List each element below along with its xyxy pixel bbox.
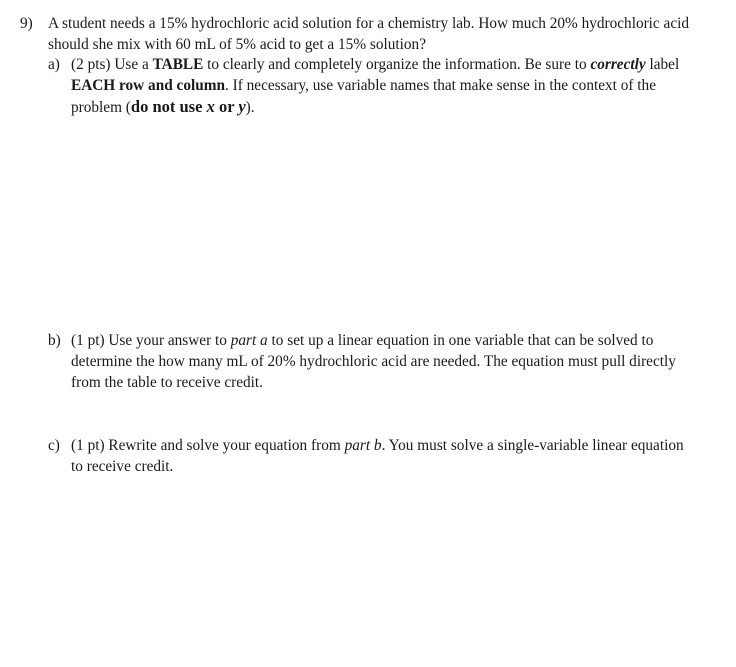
part-a-line-3 [20,96,726,117]
part-b-line-3: from the table to receive credit. [71,374,263,391]
part-a-text-post: label [645,56,680,73]
part-a-each-row-column: EACH row and column [71,77,225,94]
part-a-table-word: TABLE [152,56,204,73]
part-b-line-1 [20,330,726,351]
question-9 [20,13,726,55]
part-a-line-3-pre: problem ( [71,99,131,116]
part-a [20,54,726,117]
part-a-correctly-word: correctly [590,56,646,73]
part-a-letter: a) [48,56,60,73]
part-c-text-post: . You must solve a single-variable linear equation [381,437,684,454]
part-a-line-2 [20,75,726,96]
part-a-do-not-use: do not use [130,97,207,116]
part-a-line-3-post: ). [245,99,255,116]
part-a-text-pre: (2 pts) Use a [71,56,153,73]
part-c-letter: c) [48,437,60,454]
part-c [20,435,726,477]
part-b-text-pre: (1 pt) Use your answer to [71,332,231,349]
part-c-text-pre: (1 pt) Rewrite and solve your equation from [71,437,345,454]
part-a-var-y: y [238,97,246,116]
part-a-line-1 [20,54,726,75]
part-a-var-x: x [206,97,215,116]
part-b-text-post: to set up a linear equation in one variable that can be solved to [267,332,654,349]
part-c-line-2: to receive credit. [71,458,174,475]
part-c-part-b-ref: part b [344,437,382,454]
question-text-1: A student needs a 15% hydrochloric acid solution for a chemistry lab. How much 20% hydrochloric acid [48,15,690,32]
question-number: 9) [20,15,33,32]
part-c-line-1 [20,435,726,456]
part-b-letter: b) [48,332,61,349]
part-a-line-2-text: . If necessary, use variable names that make sense in the context of the [225,77,656,94]
part-b-line-2: determine the how many mL of 20% hydrochloric acid are needed. The equation must pull directly [71,353,676,370]
part-a-or: or [214,97,239,116]
question-line-2: should she mix with 60 mL of 5% acid to get a 15% solution? [48,36,426,53]
question-line-1 [20,13,726,34]
part-a-text-mid: to clearly and completely organize the information. Be sure to [203,56,591,73]
part-b-part-a-ref: part a [230,332,268,349]
part-b [20,330,726,393]
